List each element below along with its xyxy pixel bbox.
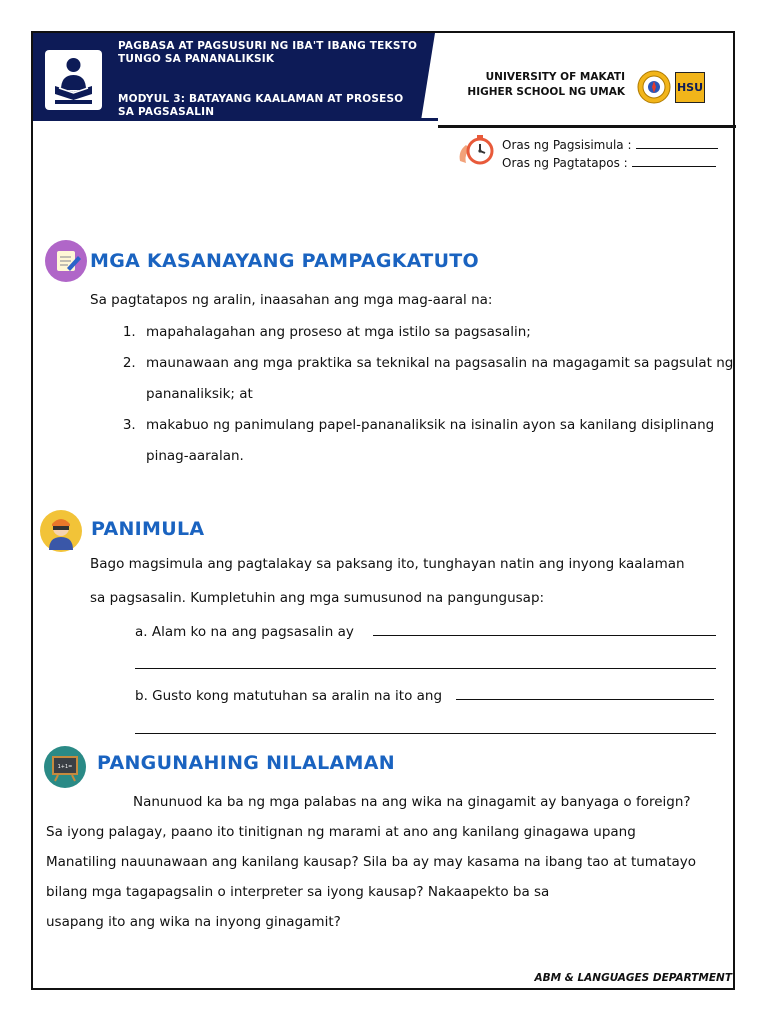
- header-rule: [438, 125, 736, 128]
- course-title-line-1: PAGBASA AT PAGSUSURI NG IBA'T IBANG TEKSTO: [118, 40, 418, 52]
- svg-text:1+1=: 1+1=: [57, 764, 73, 770]
- panimula-line-2: sa pagsasalin. Kumpletuhin ang mga sumusunod na pangungusap:: [90, 590, 545, 606]
- module-title: [118, 93, 428, 119]
- prompt-b: b. Gusto kong matutuhan sa aralin na ito ang: [135, 688, 443, 704]
- checklist-icon: [45, 240, 87, 282]
- objectives-heading: MGA KASANAYANG PAMPAGKATUTO: [90, 250, 480, 272]
- end-time-field[interactable]: [502, 155, 716, 170]
- end-time-blank[interactable]: [632, 155, 716, 167]
- nilalaman-line-5: usapang ito ang wika na inyong ginagamit?: [46, 914, 341, 930]
- nilalaman-line-4: bilang mga tagapagsalin o interpreter sa iyong kausap? Nakaapekto ba sa: [46, 884, 550, 900]
- university-name: UNIVERSITY OF MAKATI: [485, 71, 625, 83]
- stopwatch-icon: [456, 131, 498, 173]
- school-name: [467, 70, 625, 100]
- chalkboard-icon: [44, 746, 86, 788]
- start-time-label: Oras ng Pagsisimula :: [502, 138, 632, 152]
- objective-item: 1. mapahalagahan ang proseso at mga istilo sa pagsasalin;: [140, 317, 760, 348]
- nilalaman-line-3: Manatiling nauunawaan ang kanilang kausap? Sila ba ay may kasama na ibang tao at tumatayo: [46, 854, 697, 870]
- objectives-intro: Sa pagtatapos ng aralin, inaasahan ang mga mag-aaral na:: [90, 292, 493, 308]
- answer-b-line-1[interactable]: [456, 699, 714, 700]
- nilalaman-line-1: Nanunuod ka ba ng mga palabas na ang wika na ginagamit ay banyaga o foreign?: [133, 794, 691, 810]
- objective-item: 3. makabuo ng panimulang papel-pananaliksik na isinalin ayon sa kanilang disiplinang pinag-aaralan.: [140, 410, 760, 472]
- higher-school-name: HIGHER SCHOOL NG UMAK: [467, 86, 625, 98]
- answer-a-line-1[interactable]: [373, 635, 716, 636]
- objectives-list: [110, 317, 760, 472]
- university-seal-icon: [637, 70, 671, 104]
- objective-item: 2. maunawaan ang mga praktika sa teknikal na pagsasalin na magagamit sa pagsulat ng pananaliksik; at: [140, 348, 760, 410]
- end-time-label: Oras ng Pagtatapos :: [502, 156, 628, 170]
- module-title-line-2: SA PAGSASALIN: [118, 106, 215, 118]
- module-title-line-1: MODYUL 3: BATAYANG KAALAMAN AT PROSESO: [118, 93, 404, 105]
- answer-a-line-2[interactable]: [135, 668, 716, 669]
- prompt-a: a. Alam ko na ang pagsasalin ay: [135, 624, 354, 640]
- panimula-line-1: Bago magsimula ang pagtalakay sa paksang ito, tunghayan natin ang inyong kaalaman: [90, 556, 685, 572]
- nilalaman-heading: PANGUNAHING NILALAMAN: [97, 752, 395, 774]
- department-footer: ABM & LANGUAGES DEPARTMENT: [534, 972, 732, 984]
- reader-logo-icon: [45, 50, 102, 110]
- hsu-logo: HSU: [675, 72, 705, 103]
- course-title: [118, 40, 428, 66]
- answer-b-line-2[interactable]: [135, 733, 716, 734]
- start-time-blank[interactable]: [636, 137, 718, 149]
- start-time-field[interactable]: [502, 137, 718, 152]
- student-icon: [40, 510, 82, 552]
- panimula-heading: PANIMULA: [91, 518, 205, 540]
- nilalaman-line-2: Sa iyong palagay, paano ito tinitignan ng marami at ano ang kanilang ginagawa upang: [46, 824, 636, 840]
- course-title-line-2: TUNGO SA PANANALIKSIK: [118, 53, 275, 65]
